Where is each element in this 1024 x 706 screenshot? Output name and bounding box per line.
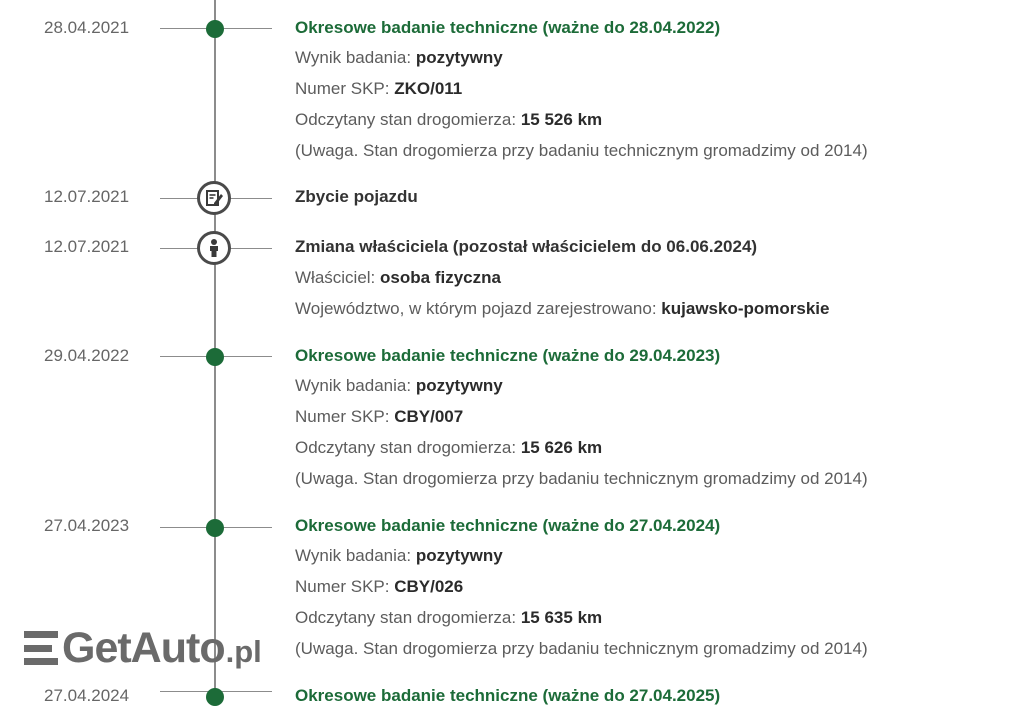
odometer-value: 15 526 km bbox=[520, 110, 603, 129]
timeline-dot bbox=[206, 20, 224, 38]
odometer-row bbox=[295, 110, 602, 130]
timeline-dot bbox=[206, 688, 224, 706]
timeline-dot bbox=[206, 519, 224, 537]
skp-label: Numer SKP: bbox=[295, 79, 390, 98]
result-row bbox=[295, 376, 503, 396]
entry-date: 12.07.2021 bbox=[44, 237, 130, 256]
document-edit-icon bbox=[197, 181, 231, 215]
result-label: Wynik badania: bbox=[295, 376, 412, 395]
odometer-label: Odczytany stan drogomierza: bbox=[295, 110, 517, 129]
odometer-value: 15 626 km bbox=[520, 438, 603, 457]
skp-value: ZKO/011 bbox=[394, 79, 463, 98]
odometer-note: (Uwaga. Stan drogomierza przy badaniu technicznym gromadzimy od 2014) bbox=[295, 469, 868, 488]
odometer-row bbox=[295, 438, 602, 458]
entry-title: Okresowe badanie techniczne (ważne do 27.04.2024) bbox=[295, 516, 721, 535]
entry-title: Okresowe badanie techniczne (ważne do 28.04.2022) bbox=[295, 18, 721, 37]
logo-suffix: .pl bbox=[225, 634, 262, 669]
region-value: kujawsko-pomorskie bbox=[661, 299, 830, 318]
result-row bbox=[295, 48, 503, 68]
entry-date: 29.04.2022 bbox=[44, 346, 130, 365]
entry-title: Zmiana właściciela (pozostał właścicielem do 06.06.2024) bbox=[295, 237, 758, 256]
getauto-logo bbox=[24, 626, 262, 670]
owner-value: osoba fizyczna bbox=[380, 268, 501, 287]
odometer-row bbox=[295, 608, 602, 628]
entry-date: 27.04.2023 bbox=[44, 516, 130, 535]
skp-value: CBY/026 bbox=[394, 577, 464, 596]
skp-row bbox=[295, 577, 463, 597]
entry-title: Okresowe badanie techniczne (ważne do 27.04.2025) bbox=[295, 686, 721, 705]
region-label: Województwo, w którym pojazd zarejestrowano: bbox=[295, 299, 657, 318]
odometer-note: (Uwaga. Stan drogomierza przy badaniu technicznym gromadzimy od 2014) bbox=[295, 141, 868, 160]
skp-label: Numer SKP: bbox=[295, 577, 390, 596]
result-row bbox=[295, 546, 503, 566]
skp-value: CBY/007 bbox=[394, 407, 464, 426]
skp-label: Numer SKP: bbox=[295, 407, 390, 426]
odometer-note: (Uwaga. Stan drogomierza przy badaniu technicznym gromadzimy od 2014) bbox=[295, 639, 868, 658]
skp-row bbox=[295, 79, 462, 99]
odometer-label: Odczytany stan drogomierza: bbox=[295, 608, 517, 627]
result-value: pozytywny bbox=[415, 48, 503, 67]
odometer-label: Odczytany stan drogomierza: bbox=[295, 438, 517, 457]
logo-bars-icon bbox=[24, 631, 58, 665]
logo-name: GetAuto bbox=[62, 624, 225, 672]
timeline-axis bbox=[214, 0, 216, 692]
person-icon bbox=[197, 231, 231, 265]
timeline-dot bbox=[206, 348, 224, 366]
entry-date: 27.04.2024 bbox=[44, 686, 130, 705]
odometer-value: 15 635 km bbox=[520, 608, 603, 627]
result-label: Wynik badania: bbox=[295, 48, 412, 67]
entry-date: 28.04.2021 bbox=[44, 18, 130, 37]
entry-title: Okresowe badanie techniczne (ważne do 29.04.2023) bbox=[295, 346, 721, 365]
result-value: pozytywny bbox=[415, 546, 503, 565]
result-value: pozytywny bbox=[415, 376, 503, 395]
result-label: Wynik badania: bbox=[295, 546, 412, 565]
owner-row bbox=[295, 268, 501, 288]
entry-title: Zbycie pojazdu bbox=[295, 187, 418, 206]
entry-date: 12.07.2021 bbox=[44, 187, 130, 206]
owner-label: Właściciel: bbox=[295, 268, 376, 287]
skp-row bbox=[295, 407, 463, 427]
region-row bbox=[295, 299, 829, 319]
